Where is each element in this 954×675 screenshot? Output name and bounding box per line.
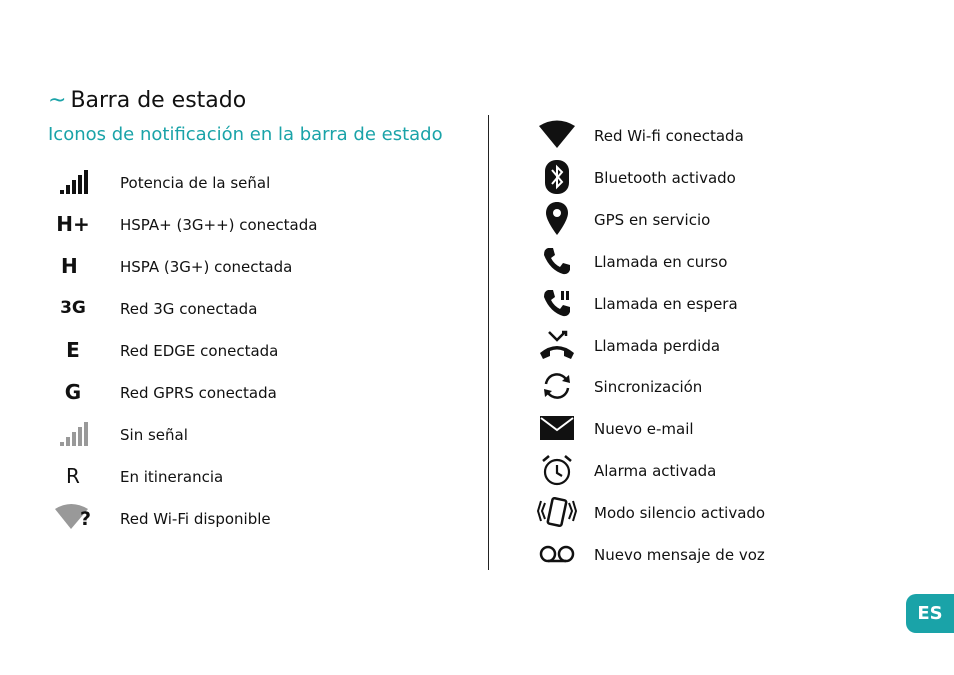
alarm-icon — [537, 454, 577, 486]
language-badge: ES — [906, 594, 954, 633]
list-item-label: Red 3G conectada — [120, 300, 258, 318]
bluetooth-icon — [537, 161, 577, 193]
list-item-label: GPS en servicio — [594, 211, 711, 229]
wifi-connected-icon — [537, 119, 577, 151]
hspa-icon: H — [61, 254, 78, 278]
list-item-label: Llamada en espera — [594, 295, 738, 313]
missed-call-icon — [537, 329, 577, 361]
list-item-label: Llamada en curso — [594, 253, 728, 271]
list-item-label: Sincronización — [594, 378, 703, 396]
title-tilde: ~ — [48, 88, 67, 113]
section-title — [48, 88, 246, 113]
list-item-label: Red Wi-fi conectada — [594, 127, 744, 145]
list-item-label: Red GPRS conectada — [120, 384, 277, 402]
list-item-label: Nuevo e-mail — [594, 420, 694, 438]
no-signal-icon — [53, 418, 93, 450]
vibrate-icon — [537, 496, 577, 528]
wifi-available-icon: ? — [53, 502, 93, 534]
signal-strength-icon — [53, 166, 93, 198]
list-item-label: Red Wi-Fi disponible — [120, 510, 271, 528]
list-item-label: Sin señal — [120, 426, 188, 444]
phone-call-icon — [537, 245, 577, 277]
roaming-icon: R — [66, 464, 80, 488]
list-item-label: Llamada perdida — [594, 337, 721, 355]
column-divider — [488, 115, 489, 570]
list-item-label: Nuevo mensaje de voz — [594, 546, 765, 564]
3g-icon: 3G — [60, 298, 86, 318]
list-item-label: En itinerancia — [120, 468, 224, 486]
gprs-icon: G — [64, 380, 82, 404]
list-item-label: Modo silencio activado — [594, 504, 766, 522]
list-item-label: Potencia de la señal — [120, 174, 271, 192]
email-icon — [537, 412, 577, 444]
list-item-label: HSPA+ (3G++) conectada — [120, 216, 318, 234]
list-item-label: HSPA (3G+) conectada — [120, 258, 293, 276]
list-item-label: Alarma activada — [594, 462, 717, 480]
title-text: Barra de estado — [70, 88, 247, 113]
edge-icon: E — [66, 338, 80, 362]
hspa-plus-icon: H+ — [56, 212, 90, 236]
section-subtitle: Iconos de notificación en la barra de estado — [48, 124, 443, 145]
voicemail-icon — [537, 538, 577, 570]
gps-pin-icon — [537, 203, 577, 235]
sync-icon — [537, 370, 577, 402]
list-item-label: Red EDGE conectada — [120, 342, 279, 360]
list-item-label: Bluetooth activado — [594, 169, 736, 187]
phone-hold-icon — [537, 287, 577, 319]
